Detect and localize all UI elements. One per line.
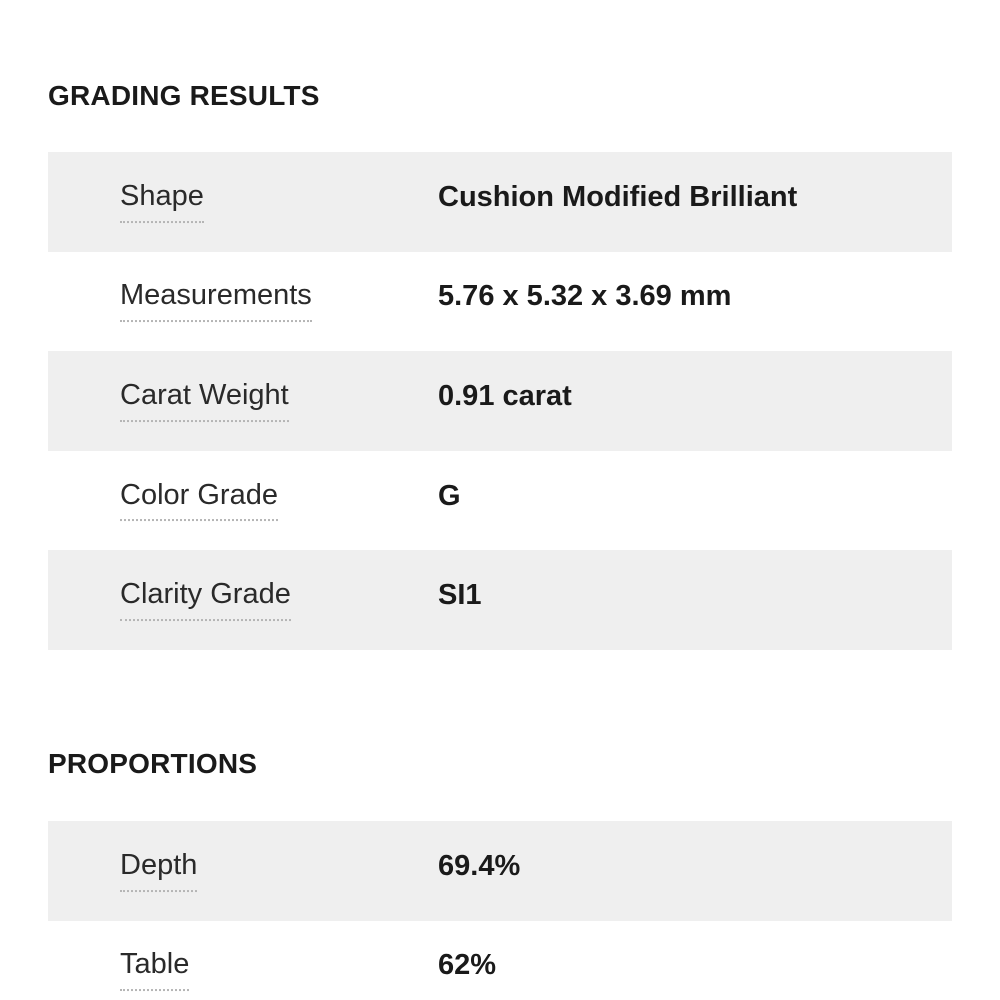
proportions-table [48,821,952,1000]
row-label-table[interactable]: Table [120,949,189,991]
row-label-depth[interactable]: Depth [120,850,197,892]
row-value-color-grade: G [438,479,461,512]
row-value-table: 62% [438,949,497,982]
grading-results-table [48,152,952,650]
row-value-shape: Cushion Modified Brilliant [438,180,798,213]
row-label-color-grade[interactable]: Color Grade [120,480,278,522]
row-value-depth: 69.4% [438,849,521,882]
row-value-clarity-grade: SI1 [438,579,482,612]
table-row-shape [48,152,952,252]
table-row-depth [48,821,952,921]
row-label-clarity-grade[interactable]: Clarity Grade [120,579,291,621]
table-row-carat-weight [48,351,952,451]
table-row-table [48,921,952,1000]
row-value-measurements: 5.76 x 5.32 x 3.69 mm [438,280,732,313]
table-row-color-grade [48,451,952,551]
grading-results-heading: GRADING RESULTS [48,80,320,111]
table-row-measurements [48,252,952,352]
proportions-heading: PROPORTIONS [48,748,258,779]
row-value-carat-weight: 0.91 carat [438,380,572,413]
table-row-clarity-grade [48,550,952,650]
row-label-carat-weight[interactable]: Carat Weight [120,380,289,422]
row-label-measurements[interactable]: Measurements [120,280,312,322]
row-label-shape[interactable]: Shape [120,181,204,223]
